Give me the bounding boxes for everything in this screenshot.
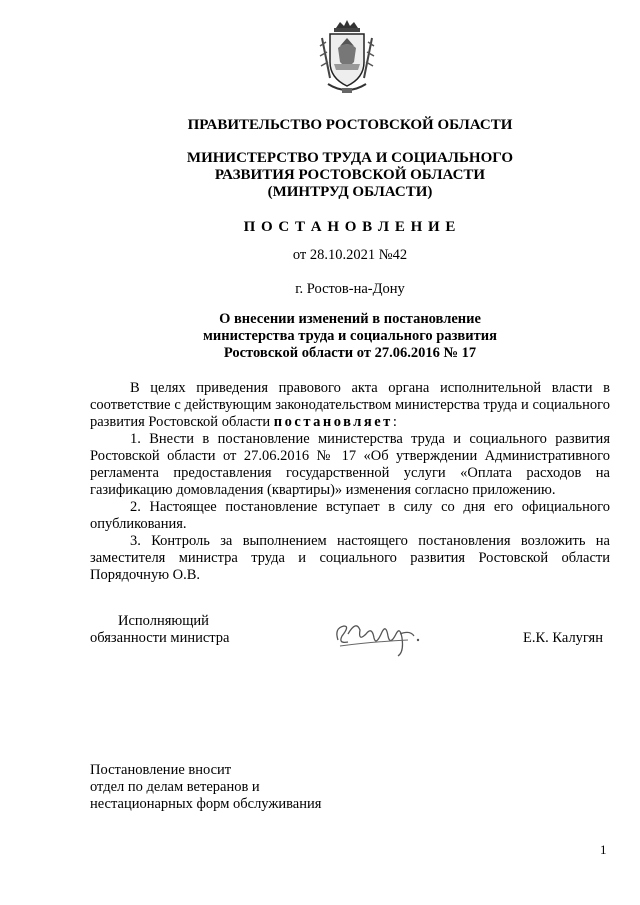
signer-position-line2: обязанности министра — [90, 630, 230, 646]
title-line1: О внесении изменений в постановление — [219, 311, 481, 327]
date-and-number: от 28.10.2021 №42 — [292, 247, 408, 263]
intro-paragraph — [90, 380, 610, 431]
title-line2: министерства труда и социального развития — [203, 328, 497, 344]
title-line3: Ростовской области от 27.06.2016 № 17 — [223, 345, 477, 361]
footer-note — [90, 762, 321, 813]
document-type: П О С Т А Н О В Л Е Н И Е — [243, 219, 457, 235]
handwritten-signature-icon — [330, 612, 430, 660]
item-1: 1. Внести в постановление министерства труда и социального развития Ростовской области от 27.06.2016 № 17 «Об утверждении Административного регламента предоставления государственной услуги «Оплата расходов на газификацию домовладения (квартиры)» изменения согласно приложению. — [90, 431, 610, 498]
city: г. Ростов-на-Дону — [295, 281, 405, 297]
intro-end: : — [392, 414, 397, 430]
page-number: 1 — [600, 842, 607, 857]
footer-line2: отдел по делам ветеранов и — [90, 779, 260, 795]
footer-line1: Постановление вносит — [90, 762, 232, 778]
item-2: 2. Настоящее постановление вступает в силу со дня его официального опубликования. — [90, 499, 610, 532]
ministry-short-name: (МИНТРУД ОБЛАСТИ) — [267, 184, 433, 200]
ministry-name-line2: РАЗВИТИЯ РОСТОВСКОЙ ОБЛАСТИ — [214, 167, 486, 183]
signer-name: Е.К. Калугян — [523, 630, 603, 646]
item-3: 3. Контроль за выполнением настоящего постановления возложить на заместителя министра труда и социального развития Ростовской области Порядочную О.В. — [90, 533, 610, 583]
decree-word: постановляет — [273, 414, 393, 430]
government-name: ПРАВИТЕЛЬСТВО РОСТОВСКОЙ ОБЛАСТИ — [187, 117, 513, 133]
ministry-name-line1: МИНИСТЕРСТВО ТРУДА И СОЦИАЛЬНОГО — [186, 150, 514, 166]
coat-of-arms-icon — [318, 18, 376, 96]
document-body — [90, 380, 610, 584]
document-title — [150, 311, 550, 362]
intro-text: В целях приведения правового акта органа исполнительной власти в соответствие с действующим законодательством министерства труда и социального развития Ростовской области — [90, 380, 610, 430]
footer-line3: нестационарных форм обслуживания — [90, 796, 322, 812]
signer-position-line1: Исполняющий — [118, 613, 209, 629]
